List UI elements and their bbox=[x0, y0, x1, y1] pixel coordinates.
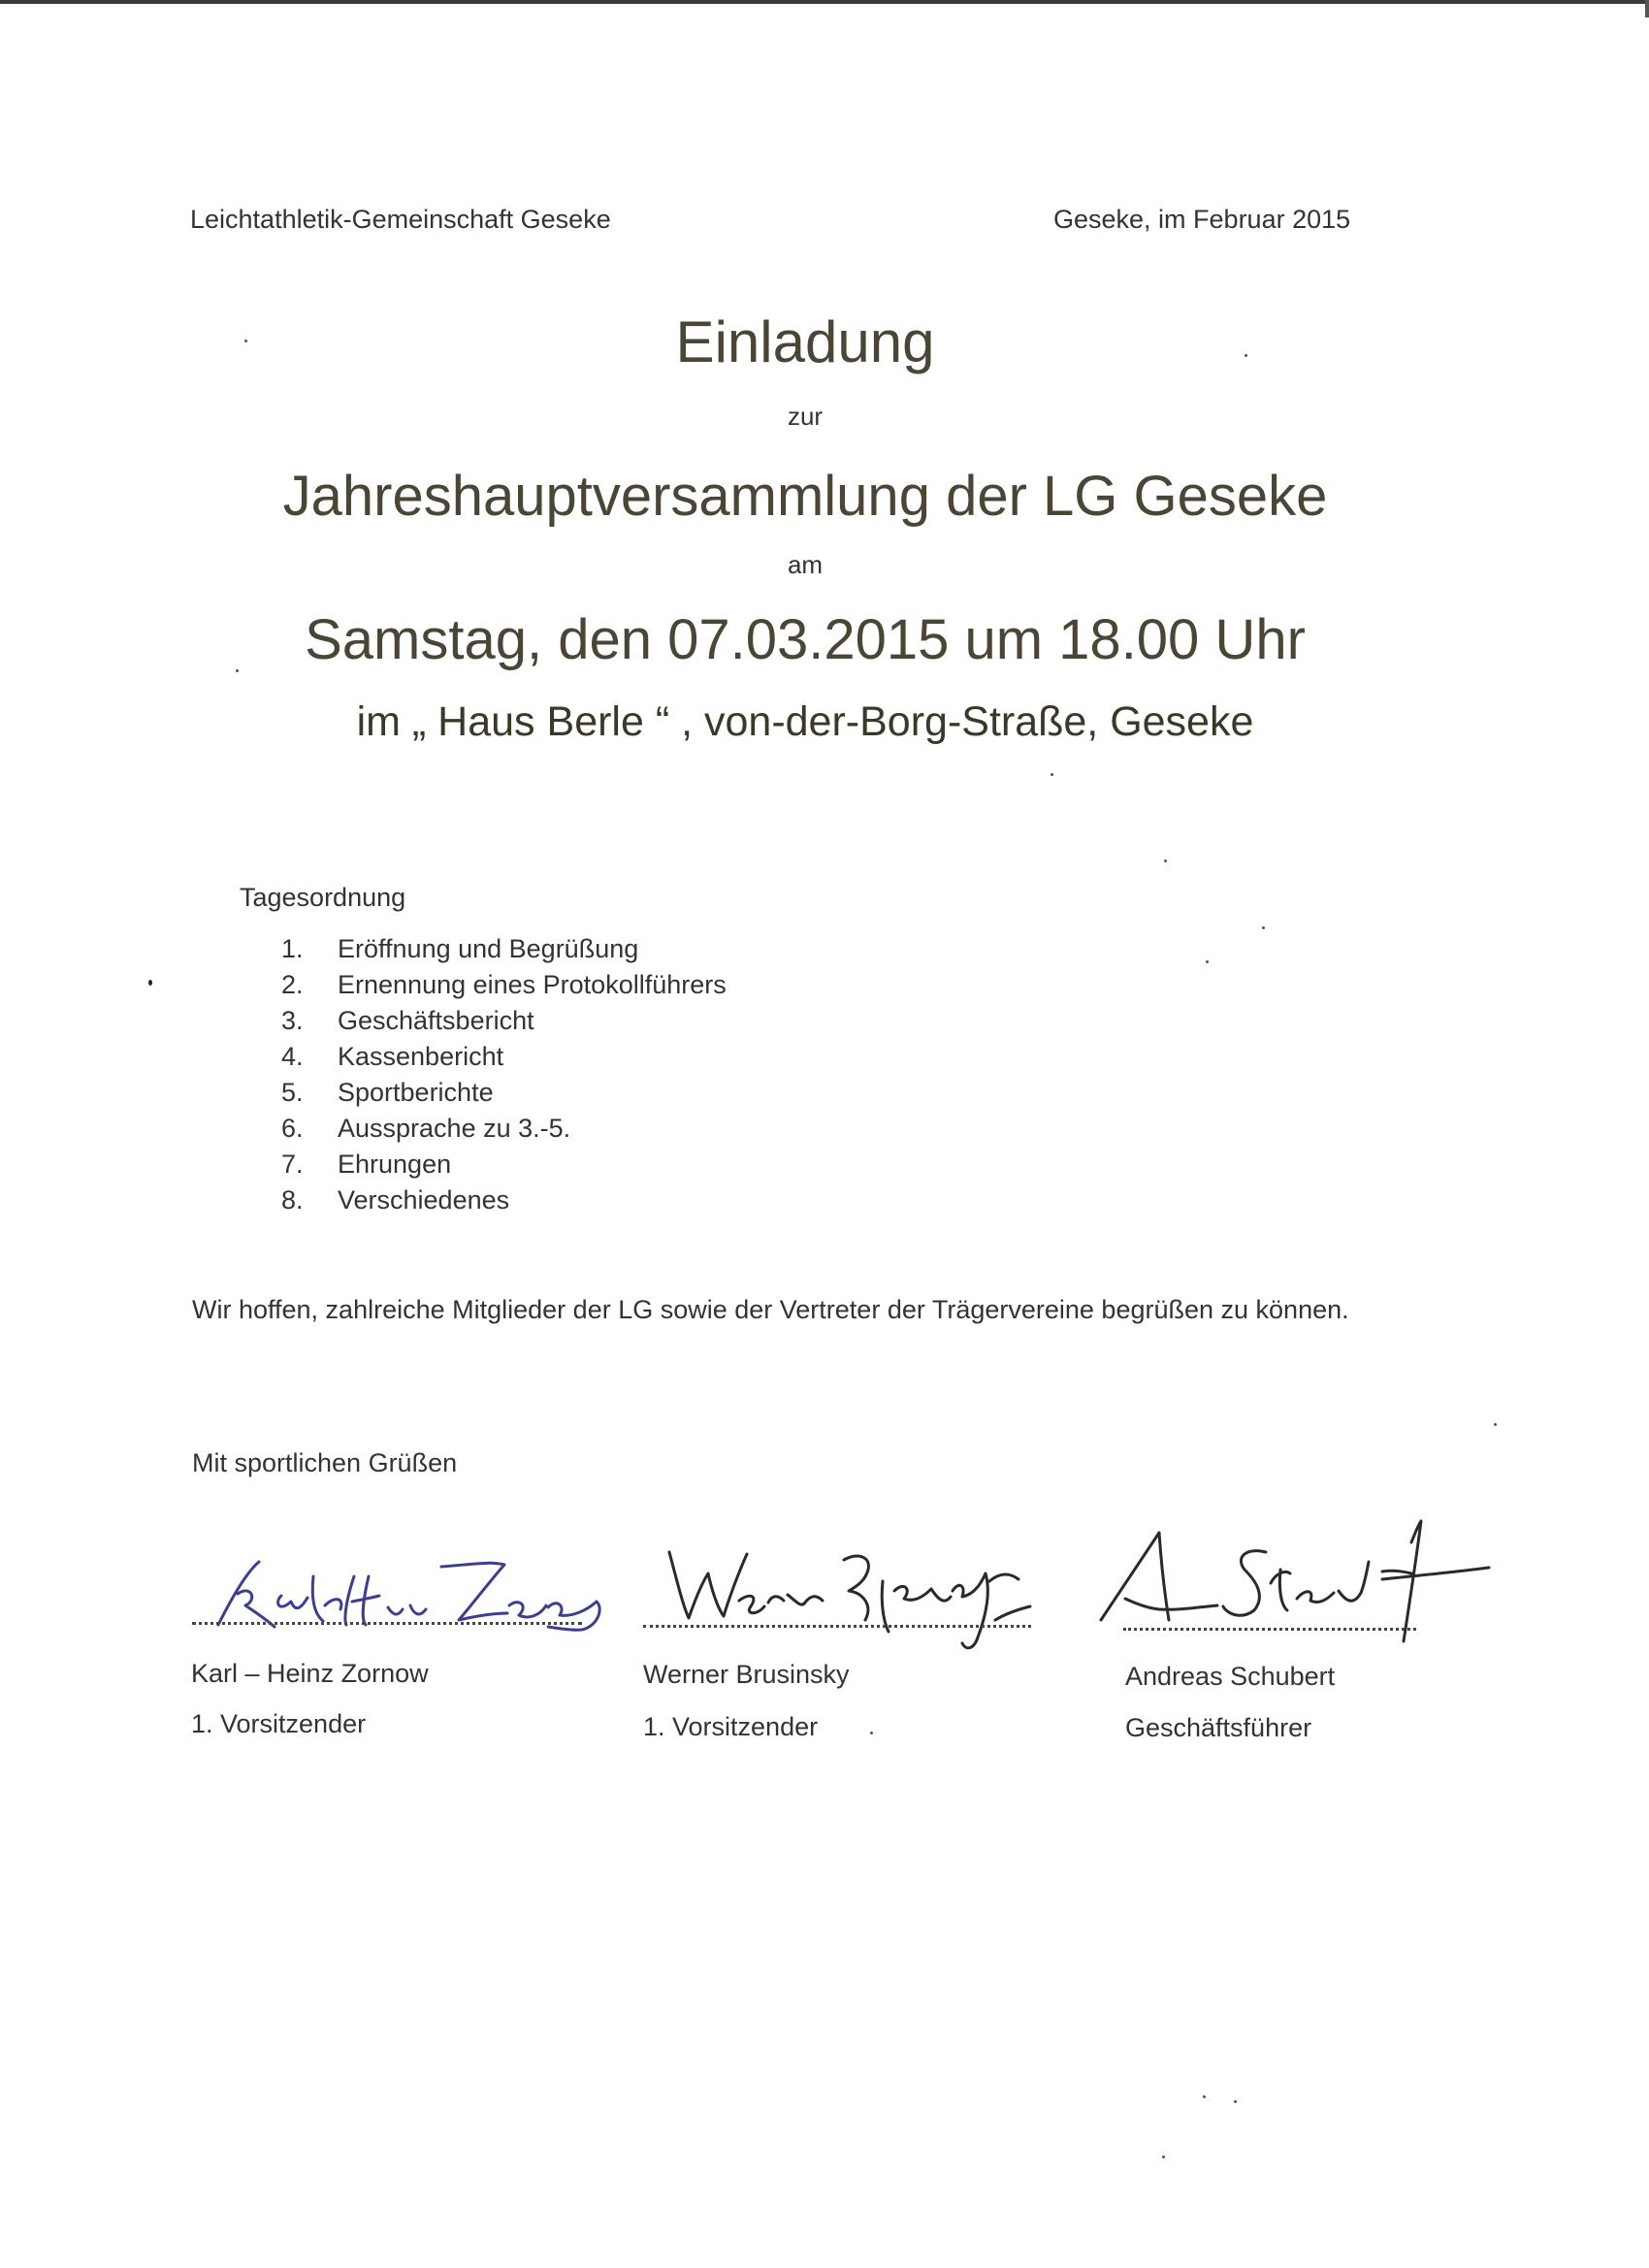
signatory-2-role: 1. Vorsitzender bbox=[643, 1712, 819, 1741]
scan-edge-top bbox=[0, 0, 1649, 4]
signatory-2-name: Werner Brusinsky bbox=[643, 1660, 850, 1689]
connector-zur: zur bbox=[787, 402, 824, 431]
agenda-item-text: Geschäftsbericht bbox=[338, 1006, 534, 1035]
signature-line-3 bbox=[1123, 1628, 1416, 1631]
agenda-item-number: 5. bbox=[281, 1078, 304, 1107]
agenda-item-text: Sportberichte bbox=[338, 1078, 494, 1107]
signature-line-2 bbox=[643, 1625, 1031, 1628]
scan-speck bbox=[1494, 1423, 1497, 1426]
agenda-item bbox=[281, 1150, 727, 1185]
event-date: Samstag, den 07.03.2015 um 18.00 Uhr bbox=[305, 608, 1306, 671]
agenda-item-text: Ernennung eines Protokollführers bbox=[338, 970, 727, 999]
scan-speck bbox=[1203, 2095, 1206, 2098]
signature-1-handwriting bbox=[199, 1538, 626, 1644]
agenda-item bbox=[281, 1114, 727, 1150]
scan-speck bbox=[1206, 960, 1209, 963]
place-date: Geseke, im Februar 2015 bbox=[1053, 205, 1351, 234]
agenda-item-text: Verschiedenes bbox=[338, 1185, 510, 1215]
agenda-item-number: 8. bbox=[281, 1185, 304, 1215]
agenda-item bbox=[281, 934, 727, 970]
signatory-1-role: 1. Vorsitzender bbox=[191, 1709, 367, 1738]
agenda-item-text: Ehrungen bbox=[338, 1150, 452, 1179]
connector-am: am bbox=[787, 550, 824, 579]
agenda-item bbox=[281, 970, 727, 1006]
event-venue: im „ Haus Berle “ , von-der-Borg-Straße, Geseke bbox=[356, 698, 1254, 745]
signatory-3-role: Geschäftsführer bbox=[1125, 1713, 1312, 1742]
agenda-item-number: 7. bbox=[281, 1150, 304, 1179]
agenda-item bbox=[281, 1006, 727, 1042]
scan-speck bbox=[1164, 859, 1167, 862]
scan-speck bbox=[1162, 2155, 1165, 2158]
agenda-item-number: 1. bbox=[281, 934, 304, 963]
signature-2-handwriting bbox=[650, 1513, 1057, 1659]
agenda-item bbox=[281, 1078, 727, 1114]
scan-edge-right bbox=[1645, 0, 1649, 17]
agenda-item bbox=[281, 1185, 727, 1221]
ink-strokes bbox=[1101, 1521, 1489, 1641]
agenda-item-text: Aussprache zu 3.-5. bbox=[338, 1114, 571, 1143]
closing-paragraph: Wir hoffen, zahlreiche Mitglieder der LG sowie der Vertreter der Trägervereine begrüßen zu können. bbox=[192, 1295, 1349, 1324]
signatory-1-name: Karl – Heinz Zornow bbox=[191, 1659, 429, 1688]
page-title: Einladung bbox=[675, 309, 935, 374]
agenda-item-number: 4. bbox=[281, 1042, 304, 1071]
agenda-label: Tagesordnung bbox=[240, 883, 406, 912]
agenda-item bbox=[281, 1042, 727, 1078]
ink-strokes bbox=[218, 1562, 599, 1630]
signatory-3-name: Andreas Schubert bbox=[1125, 1662, 1336, 1691]
agenda-item-number: 6. bbox=[281, 1114, 304, 1143]
agenda-item-text: Kassenbericht bbox=[338, 1042, 504, 1071]
scan-speck bbox=[1051, 773, 1053, 776]
agenda-list bbox=[281, 934, 727, 1221]
agenda-item-number: 2. bbox=[281, 970, 304, 999]
agenda-item-text: Eröffnung und Begrüßung bbox=[338, 934, 639, 963]
agenda-item-number: 3. bbox=[281, 1006, 304, 1035]
scan-speck bbox=[148, 980, 152, 986]
ink-strokes bbox=[669, 1552, 1030, 1648]
greeting: Mit sportlichen Grüßen bbox=[192, 1448, 458, 1477]
organization-name: Leichtathletik-Gemeinschaft Geseke bbox=[190, 205, 611, 234]
scan-speck bbox=[1234, 2100, 1237, 2103]
signature-line-1 bbox=[192, 1622, 582, 1625]
scan-speck bbox=[870, 1732, 873, 1734]
scan-speck bbox=[1262, 926, 1265, 929]
event-headline: Jahreshauptversammlung der LG Geseke bbox=[282, 465, 1328, 528]
